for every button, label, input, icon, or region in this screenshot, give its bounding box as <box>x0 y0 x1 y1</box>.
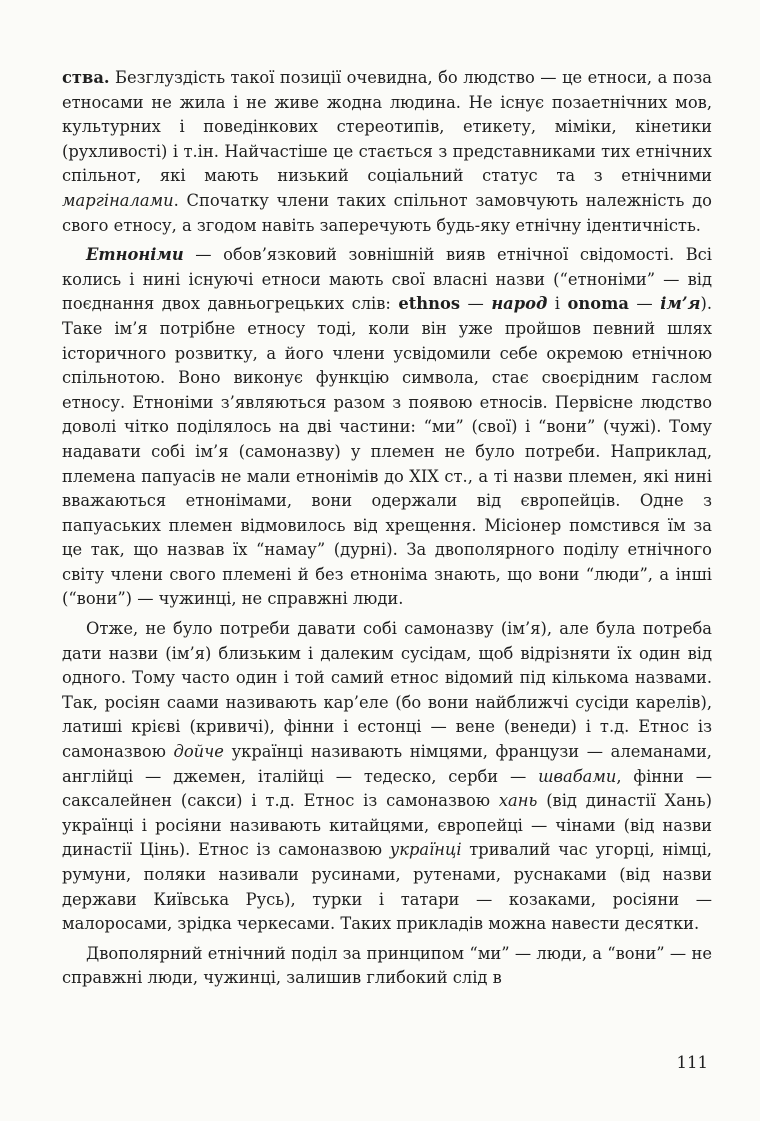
text-run: Етноніми <box>86 245 184 265</box>
text-run: Отже, не було потреби давати собі самоназву (ім’я), але була потреба дати назви (ім’я) близьким і далеким сусідам, щоб відрізняти їх один від одного. Тому часто один і той самий етнос відомий під кількома назвами. Так, росіян саами називають кар’еле (бо вони найближчі сусіди карелів), латиші крієві (кривичі), фінни і естонці — вене (венеди) і т.д. Етнос із самоназвою <box>62 619 712 762</box>
text-run: народ <box>491 294 548 314</box>
paragraph-1 <box>62 66 712 238</box>
text-run: — обов’язковий зовнішній вияв етнічної свідомості. Всі колись і нині існуючі етноси мають свої власні назви (“етноніми” — від поєднання двох давньогрецьких слів: <box>62 245 712 314</box>
text-run: onoma <box>567 294 629 314</box>
text-run: Двополярний етнічний поділ за принципом “ми” — люди, а “вони” — не справжні люди, чужинці, залишив глибокий слід в <box>62 943 712 988</box>
text-run: , фінни — саксалейнен (сакси) і т.д. Етнос із самоназвою <box>62 766 712 811</box>
text-run: дойче <box>173 742 224 762</box>
text-run: хань <box>498 791 538 811</box>
paragraph-4 <box>62 942 712 991</box>
text-run: — <box>460 294 492 314</box>
text-run: українці називають німцями, французи — алеманами, англійці — джемен, італійці — тедеско, серби — <box>62 742 712 786</box>
paragraph-2 <box>62 243 712 612</box>
text-run: . Спочатку члени таких спільнот замовчують належність до свого етносу, а згодом навіть заперечують будь-яку етнічну ідентичність. <box>62 190 712 235</box>
text-run: і <box>547 294 568 314</box>
page-body <box>62 66 712 996</box>
page-number: 111 <box>676 1053 708 1072</box>
text-run: тривалий час угорці, німці, румуни, поляки називали русинами, рутенами, руснаками (від назви держави Київська Русь), турки і татари — козаками, росіяни — малоросами, зрідка черкесами. Таких прикладів можна навести десятки. <box>62 840 712 934</box>
text-run: маргіналами <box>62 190 174 210</box>
text-run: українці <box>389 840 462 860</box>
text-run: ethnos <box>398 294 460 314</box>
paragraph-3 <box>62 617 712 937</box>
text-run: ім’я <box>660 294 701 314</box>
text-run: ства. <box>62 68 110 87</box>
text-run: (від династії Хань) українці і росіяни називають китайцями, європейці — чінами (від назви династії Цінь). Етнос із самоназвою <box>62 791 712 860</box>
text-run: швабами <box>538 766 617 786</box>
text-run: — <box>628 294 661 314</box>
text-run: Безглуздість такої позиції очевидна, бо людство — це етноси, а поза етносами не жила і не живе жодна людина. Не існує позаетнічних мов, культурних і поведінкових стереотипів, етикету, міміки, кінетики (рухливості) і т.ін. Найчастіше це стається з представниками тих етнічних спільнот, які мають низький соціальний статус та з етнічними <box>62 68 712 186</box>
text-run: ). Таке ім’я потрібне етносу тоді, коли він уже пройшов певний шлях історичного розвитку, а його члени усвідомили себе окремою етнічною спільнотою. Воно виконує функцію символа, стає своєрідним гаслом етносу. Етноніми з’являються разом з появою етносів. Первісне людство доволі чітко поділялось на дві частини: “ми” (свої) і “вони” (чужі). Тому надавати собі ім’я (самоназву) у племен не було потреби. Наприклад, племена папуасів не мали етнонімів до XIX ст., а ті назви племен, які нині вважаються етнонімами, вони одержали від європейців. Одне з папуаських племен відмовилось від хрещення. Місіонер помстився їм за це так, що назвав їх “намау” (дурні). За двополярного поділу етнічного світу члени свого племені й без етноніма знають, що вони “люди”, а інші (“вони”) — чужинці, не справжні люди. <box>62 294 713 609</box>
